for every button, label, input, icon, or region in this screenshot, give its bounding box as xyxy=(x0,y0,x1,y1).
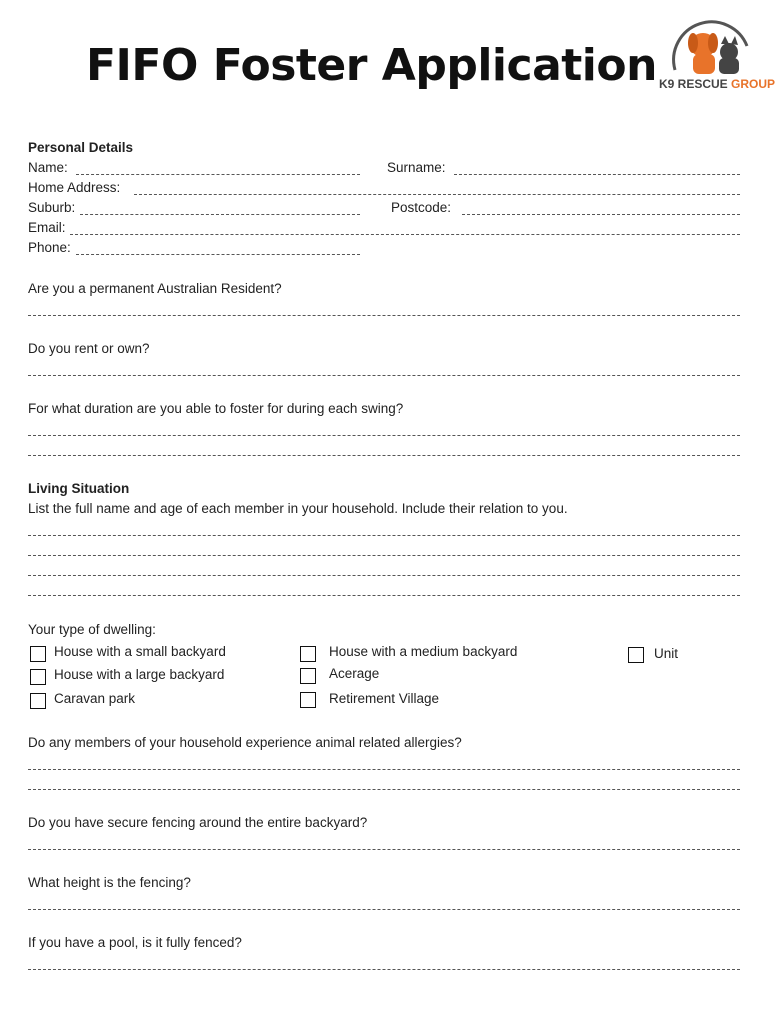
unit-checkbox[interactable] xyxy=(628,647,644,663)
household-answer-line[interactable] xyxy=(28,555,740,556)
unit-label: Unit xyxy=(654,646,679,661)
medium-backyard-label: House with a medium backyard xyxy=(329,644,518,659)
retirement-village-checkbox[interactable] xyxy=(300,692,316,708)
home-address-label: Home Address: xyxy=(28,180,121,195)
household-answer-line[interactable] xyxy=(28,535,740,536)
home-address-field[interactable] xyxy=(134,194,740,195)
logo-text-accent: GROUP xyxy=(731,77,775,91)
medium-backyard-checkbox[interactable] xyxy=(300,646,316,662)
dogs-logo-icon xyxy=(655,10,767,80)
resident-answer-line[interactable] xyxy=(28,315,740,316)
retirement-village-label: Retirement Village xyxy=(329,691,440,706)
duration-question: For what duration are you able to foster for during each swing? xyxy=(28,401,404,416)
small-backyard-checkbox[interactable] xyxy=(30,646,46,662)
allergies-answer-line[interactable] xyxy=(28,769,740,770)
acerage-label: Acerage xyxy=(329,666,380,681)
postcode-label: Postcode: xyxy=(391,200,452,215)
fence-height-answer-line[interactable] xyxy=(28,909,740,910)
caravan-park-label: Caravan park xyxy=(54,691,136,706)
pool-answer-line[interactable] xyxy=(28,969,740,970)
surname-field[interactable] xyxy=(454,174,740,175)
rent-own-question: Do you rent or own? xyxy=(28,341,150,356)
name-field[interactable] xyxy=(76,174,360,175)
household-answer-line[interactable] xyxy=(28,595,740,596)
suburb-label: Suburb: xyxy=(28,200,76,215)
fence-height-question: What height is the fencing? xyxy=(28,875,191,890)
pool-question: If you have a pool, is it fully fenced? xyxy=(28,935,242,950)
rent-own-answer-line[interactable] xyxy=(28,375,740,376)
name-label: Name: xyxy=(28,160,68,175)
large-backyard-label: House with a large backyard xyxy=(54,667,225,682)
duration-answer-line[interactable] xyxy=(28,455,740,456)
email-label: Email: xyxy=(28,220,66,235)
suburb-field[interactable] xyxy=(80,214,360,215)
personal-details-heading: Personal Details xyxy=(28,140,134,155)
phone-field[interactable] xyxy=(76,254,360,255)
k9-rescue-logo xyxy=(655,10,775,95)
large-backyard-checkbox[interactable] xyxy=(30,669,46,685)
dwelling-prompt: Your type of dwelling: xyxy=(28,622,156,637)
logo-text-primary: K9 RESCUE xyxy=(659,77,732,91)
acerage-checkbox[interactable] xyxy=(300,668,316,684)
email-field[interactable] xyxy=(70,234,740,235)
household-answer-line[interactable] xyxy=(28,575,740,576)
allergies-question: Do any members of your household experience animal related allergies? xyxy=(28,735,462,750)
small-backyard-label: House with a small backyard xyxy=(54,644,226,659)
fencing-question: Do you have secure fencing around the entire backyard? xyxy=(28,815,368,830)
allergies-answer-line[interactable] xyxy=(28,789,740,790)
duration-answer-line[interactable] xyxy=(28,435,740,436)
living-situation-heading: Living Situation xyxy=(28,481,130,496)
caravan-park-checkbox[interactable] xyxy=(30,693,46,709)
fencing-answer-line[interactable] xyxy=(28,849,740,850)
household-prompt: List the full name and age of each member in your household. Include their relation to you. xyxy=(28,501,568,516)
resident-question: Are you a permanent Australian Resident? xyxy=(28,281,282,296)
surname-label: Surname: xyxy=(387,160,446,175)
postcode-field[interactable] xyxy=(462,214,740,215)
page-title: FIFO Foster Application xyxy=(86,40,657,91)
phone-label: Phone: xyxy=(28,240,71,255)
